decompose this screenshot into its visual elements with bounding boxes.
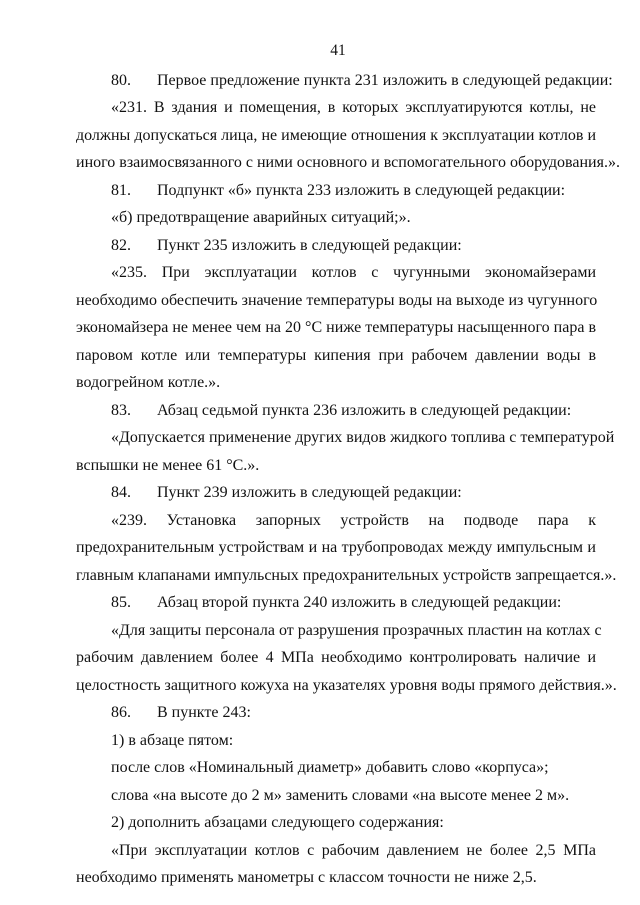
paragraph-81-heading bbox=[111, 181, 565, 201]
text-line: 1) в абзаце пятом: bbox=[111, 732, 234, 749]
item-text: Абзац седьмой пункта 236 изложить в следующей редакции: bbox=[157, 402, 572, 419]
item-text: Подпункт «б» пункта 233 изложить в следующей редакции: bbox=[157, 182, 566, 199]
text-line: целостность защитного кожуха на указателях уровня воды прямого действия.». bbox=[76, 677, 617, 694]
text-line: «239. Установка запорных устройств на подводе пара к bbox=[111, 512, 596, 529]
text-line: 2) дополнить абзацами следующего содержания: bbox=[111, 814, 444, 831]
text-line: «Допускается применение других видов жидкого топлива с температурой bbox=[111, 429, 615, 446]
text-line: «Для защиты персонала от разрушения прозрачных пластин на котлах с bbox=[111, 622, 602, 639]
page-number: 41 bbox=[330, 42, 346, 59]
item-number: 83. bbox=[111, 402, 131, 419]
text-line: иного взаимосвязанного с ними основного и вспомогательного оборудования.». bbox=[76, 154, 620, 171]
item-text: Абзац второй пункта 240 изложить в следующей редакции: bbox=[157, 594, 562, 611]
text-line: должны допускаться лица, не имеющие отношения к эксплуатации котлов и bbox=[76, 127, 596, 144]
paragraph-80-heading bbox=[111, 71, 613, 91]
text-line: необходимо применять манометры с классом точности не ниже 2,5. bbox=[76, 869, 537, 886]
text-line: «При эксплуатации котлов с рабочим давлением не более 2,5 МПа bbox=[111, 842, 596, 859]
paragraph-83-heading bbox=[111, 401, 571, 421]
item-number: 81. bbox=[111, 182, 131, 199]
text-line: рабочим давлением более 4 МПа необходимо контролировать наличие и bbox=[76, 649, 596, 666]
text-line: «235. При эксплуатации котлов с чугунными экономайзерами bbox=[111, 264, 596, 281]
item-text: Первое предложение пункта 231 изложить в следующей редакции: bbox=[157, 72, 613, 89]
text-line: предохранительным устройствам и на трубопроводах между импульсным и bbox=[76, 539, 596, 556]
item-number: 84. bbox=[111, 484, 131, 501]
text-line: слова «на высоте до 2 м» заменить словами «на высоте менее 2 м». bbox=[111, 787, 570, 804]
text-line: «б) предотвращение аварийных ситуаций;». bbox=[111, 209, 411, 226]
paragraph-86-heading bbox=[111, 703, 251, 723]
text-line: вспышки не менее 61 °С.». bbox=[76, 457, 260, 474]
item-text: В пункте 243: bbox=[157, 704, 251, 721]
text-line: «231. В здания и помещения, в которых эксплуатируются котлы, не bbox=[111, 99, 596, 116]
paragraph-84-heading bbox=[111, 483, 462, 503]
text-line: главным клапанами импульсных предохранительных устройств запрещается.». bbox=[76, 567, 617, 584]
text-line: паровом котле или температуры кипения при рабочем давлении воды в bbox=[76, 347, 596, 364]
item-text: Пункт 239 изложить в следующей редакции: bbox=[157, 484, 462, 501]
paragraph-82-heading bbox=[111, 236, 462, 256]
paragraph-85-heading bbox=[111, 593, 561, 613]
text-line: экономайзера не менее чем на 20 °С ниже температуры насыщенного пара в bbox=[76, 319, 596, 336]
item-number: 82. bbox=[111, 237, 131, 254]
text-line: необходимо обеспечить значение температуры воды на выходе из чугунного bbox=[76, 292, 598, 309]
item-text: Пункт 235 изложить в следующей редакции: bbox=[157, 237, 462, 254]
text-line: водогрейном котле.». bbox=[76, 374, 221, 391]
text-line: после слов «Номинальный диаметр» добавить слово «корпуса»; bbox=[111, 759, 549, 776]
item-number: 85. bbox=[111, 594, 131, 611]
item-number: 86. bbox=[111, 704, 131, 721]
item-number: 80. bbox=[111, 72, 131, 89]
